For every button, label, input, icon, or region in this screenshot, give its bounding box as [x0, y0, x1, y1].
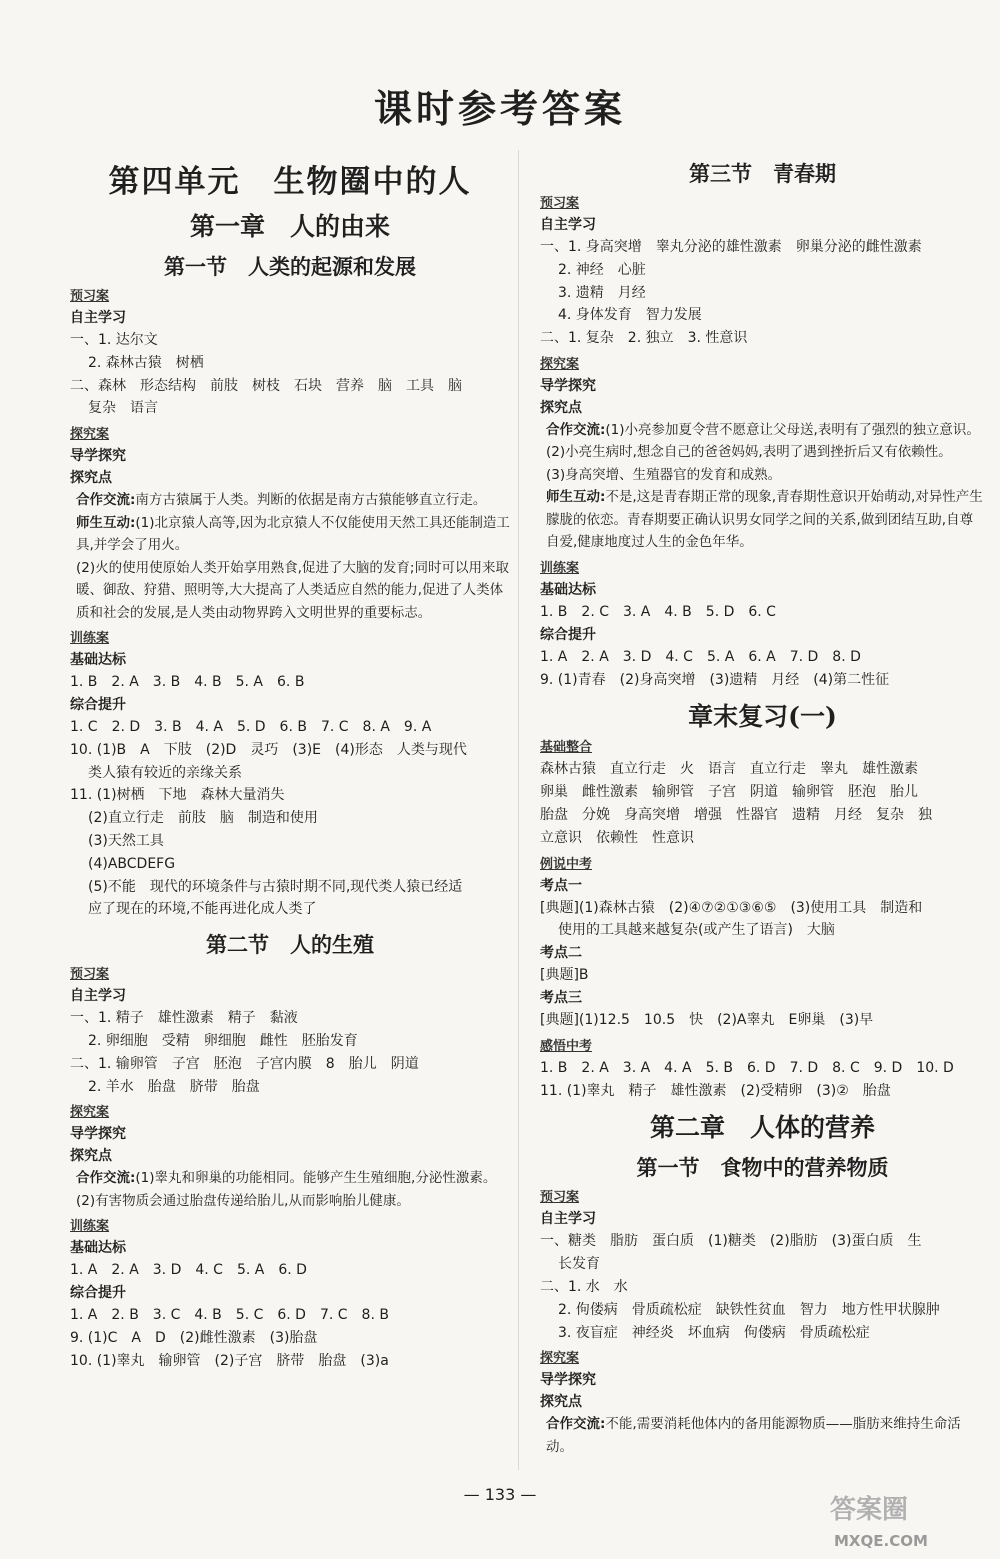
answer-line: 2. 神经 心脏 [558, 261, 646, 278]
section-heading: 第一节 食物中的营养物质 [636, 1155, 889, 1181]
teacher-paragraph: 师生互动:不是,这是青春期正常的现象,青春期性意识开始萌动,对异性产生朦胧的依恋。青春期要正确认识男女同学之间的关系,做到团结互助,自尊自爱,健康地度过人生的金色年华。 [546, 489, 983, 551]
point-label: 探究点 [70, 1148, 112, 1165]
answer-line: 长发育 [558, 1256, 600, 1273]
chapter-heading: 第一章 人的由来 [189, 212, 390, 241]
answer-line: 1. A 2. A 3. D 4. C 5. A 6. A 7. D 8. D [540, 648, 861, 665]
answer-line: 2. 森林古猿 树栖 [88, 354, 204, 371]
answer-line: 1. A 2. B 3. C 4. B 5. C 6. D 7. C 8. B [70, 1307, 389, 1324]
answer-line: 1. C 2. D 3. B 4. A 5. D 6. B 7. C 8. A 9. A [70, 718, 432, 735]
answer-line: 1. B 2. C 3. A 4. B 5. D 6. C [540, 603, 776, 620]
answer-line: 1. B 2. A 3. B 4. B 5. A 6. B [70, 674, 305, 691]
self-study-label: 自主学习 [540, 217, 596, 233]
answer-line: [典题]B [540, 967, 589, 984]
explore-label: 探究案 [540, 356, 580, 372]
kaodian-label: 考点二 [540, 945, 582, 962]
answer-line: 类人猿有较近的亲缘关系 [88, 764, 242, 781]
kaodian-label: 考点三 [540, 989, 582, 1006]
answer-line: 复杂 语言 [88, 400, 158, 417]
right-column [540, 150, 985, 1458]
section-heading: 第三节 青春期 [689, 161, 836, 186]
answer-line: (5)不能 现代的环境条件与古猿时期不同,现代类人猿已经适 [88, 878, 463, 895]
watermark-url: MXQE.COM [834, 1532, 928, 1550]
guide-label: 导学探究 [540, 1372, 596, 1389]
answer-line: 2. 佝偻病 骨质疏松症 缺铁性贫血 智力 地方性甲状腺肿 [558, 1301, 940, 1318]
explore-label: 探究案 [540, 1351, 580, 1367]
answer-line: 10. (1)睾丸 输卵管 (2)子宫 脐带 胎盘 (3)a [70, 1352, 389, 1369]
explore-label: 探究案 [70, 427, 110, 443]
answer-line: 1. A 2. A 3. D 4. C 5. A 6. D [70, 1262, 307, 1279]
watermark-logo-text: 答案圈 [830, 1495, 909, 1525]
answer-line: [典题](1)森林古猿 (2)④⑦②①③⑥⑤ (3)使用工具 制造和 [540, 899, 923, 916]
section-heading: 第一节 人类的起源和发展 [164, 254, 416, 279]
answer-line: 二、1. 输卵管 子宫 胚泡 子宫内膜 8 胎儿 阴道 [70, 1055, 419, 1072]
preview-label: 预习案 [540, 196, 580, 211]
answer-line: 11. (1)树栖 下地 森林大量消失 [70, 787, 285, 804]
feel-label: 感悟中考 [540, 1038, 593, 1054]
comp-label: 综合提升 [70, 1285, 126, 1302]
answer-line: 胎盘 分娩 身高突增 增强 性器官 遗精 月经 复杂 独 [540, 806, 932, 823]
column-divider [518, 150, 519, 1470]
comp-label: 综合提升 [70, 696, 126, 713]
preview-label: 预习案 [540, 1190, 580, 1206]
unit-heading: 第四单元 生物圈中的人 [108, 164, 472, 200]
answer-line: 9. (1)C A D (2)雌性激素 (3)胎盘 [70, 1329, 318, 1346]
chapter-heading: 第二章 人体的营养 [649, 1113, 875, 1143]
explore-label: 探究案 [70, 1105, 110, 1121]
page-number: — 133 — [463, 1485, 537, 1504]
answer-line: 立意识 依赖性 性意识 [540, 829, 694, 846]
point-label: 探究点 [540, 1394, 582, 1411]
section-heading: 第二节 人的生殖 [206, 932, 374, 958]
preview-label: 预习案 [70, 289, 110, 304]
answer-line: 一、1. 精子 雄性激素 精子 黏液 [70, 1010, 298, 1027]
basic-label: 基础达标 [70, 1240, 126, 1257]
coop-paragraph-3: (3)身高突增、生殖器官的发育和成熟。 [546, 466, 782, 483]
left-column [70, 150, 510, 1373]
exam-label: 例说中考 [540, 856, 593, 872]
answer-line: 一、1. 达尔文 [70, 332, 158, 348]
answer-line: 2. 卵细胞 受精 卵细胞 雌性 胚胎发育 [88, 1032, 358, 1049]
answer-line: 一、1. 身高突增 睾丸分泌的雄性激素 卵巢分泌的雌性激素 [540, 239, 922, 255]
coop-paragraph-2: (2)小亮生病时,想念自己的爸爸妈妈,表明了遇到挫折后又有依赖性。 [546, 444, 952, 461]
answer-line: [典题](1)12.5 10.5 快 (2)A睾丸 E卵巢 (3)早 [540, 1011, 874, 1028]
answer-line: 一、糖类 脂肪 蛋白质 (1)糖类 (2)脂肪 (3)蛋白质 生 [540, 1233, 922, 1250]
teacher-paragraph: 师生互动:(1)北京猿人高等,因为北京猿人不仅能使用天然工具还能制造工具,并学会了用火。 [76, 514, 510, 554]
coop-paragraph: 合作交流:不能,需要消耗他体内的备用能源物质——脂肪来维持生命活动。 [546, 1416, 961, 1455]
base-label: 基础整合 [540, 740, 593, 756]
answer-line: 二、森林 形态结构 前肢 树枝 石块 营养 脑 工具 脑 [70, 377, 462, 394]
answer-line: 10. (1)B A 下肢 (2)D 灵巧 (3)E (4)形态 人类与现代 [70, 741, 467, 758]
coop-paragraph: 合作交流:(1)小亮参加夏令营不愿意让父母送,表明有了强烈的独立意识。 [546, 421, 980, 438]
answer-line: 1. B 2. A 3. A 4. A 5. B 6. D 7. D 8. C 9. D 10. D [540, 1059, 954, 1076]
guide-label: 导学探究 [70, 448, 126, 465]
watermark-logo [820, 1488, 990, 1554]
answer-line: 11. (1)睾丸 精子 雄性激素 (2)受精卵 (3)② 胎盘 [540, 1082, 891, 1099]
comp-label: 综合提升 [540, 626, 596, 643]
answer-line: 使用的工具越来越复杂(或产生了语言) 大脑 [558, 922, 835, 939]
kaodian-label: 考点一 [540, 877, 582, 894]
answer-line: 3. 遗精 月经 [558, 284, 646, 301]
guide-label: 导学探究 [70, 1126, 126, 1143]
answer-line: 森林古猿 直立行走 火 语言 直立行走 睾丸 雄性激素 [540, 761, 918, 778]
coop-paragraph: 合作交流:(1)睾丸和卵巢的功能相同。能够产生生殖细胞,分泌性激素。 [76, 1170, 497, 1187]
review-heading: 章末复习(一) [688, 702, 837, 732]
answer-line: 3. 夜盲症 神经炎 坏血病 佝偻病 骨质疏松症 [558, 1324, 870, 1341]
teacher-paragraph-2: (2)火的使用使原始人类开始享用熟食,促进了大脑的发育;同时可以用来取暖、御敌、狩猎、照明等,大大提高了人类适应自然的能力,促进了人类体质和社会的发展,是人类由动物界跨入文明世界的重要标志。 [76, 559, 509, 621]
answer-line: (2)直立行走 前肢 脑 制造和使用 [88, 810, 318, 827]
self-study-label: 自主学习 [70, 310, 126, 326]
answer-line: (3)天然工具 [88, 832, 164, 849]
answer-line: (4)ABCDEFG [88, 855, 176, 872]
answer-line: 9. (1)青春 (2)身高突增 (3)遗精 月经 (4)第二性征 [540, 671, 890, 688]
answer-line: 二、1. 水 水 [540, 1278, 628, 1295]
guide-label: 导学探究 [540, 377, 596, 394]
answer-line: 二、1. 复杂 2. 独立 3. 性意识 [540, 330, 748, 347]
self-study-label: 自主学习 [70, 988, 126, 1005]
point-label: 探究点 [70, 470, 112, 487]
answer-line: 卵巢 雌性激素 输卵管 子宫 阴道 输卵管 胚泡 胎儿 [540, 784, 918, 801]
answer-line: 4. 身体发育 智力发展 [558, 307, 702, 324]
answer-line: 应了现在的环境,不能再进化成人类了 [88, 901, 317, 918]
answer-line: 2. 羊水 胎盘 脐带 胎盘 [88, 1078, 260, 1095]
coop-paragraph-2: (2)有害物质会通过胎盘传递给胎儿,从而影响胎儿健康。 [76, 1192, 410, 1209]
train-label: 训练案 [70, 1219, 110, 1235]
point-label: 探究点 [540, 399, 582, 416]
train-label: 训练案 [70, 631, 110, 647]
page-title: 课时参考答案 [373, 86, 626, 131]
self-study-label: 自主学习 [540, 1211, 596, 1228]
preview-label: 预习案 [70, 967, 110, 983]
basic-label: 基础达标 [70, 652, 126, 669]
train-label: 训练案 [540, 560, 580, 576]
basic-label: 基础达标 [540, 581, 596, 598]
coop-paragraph: 合作交流:南方古猿属于人类。判断的依据是南方古猿能够直立行走。 [76, 492, 487, 509]
